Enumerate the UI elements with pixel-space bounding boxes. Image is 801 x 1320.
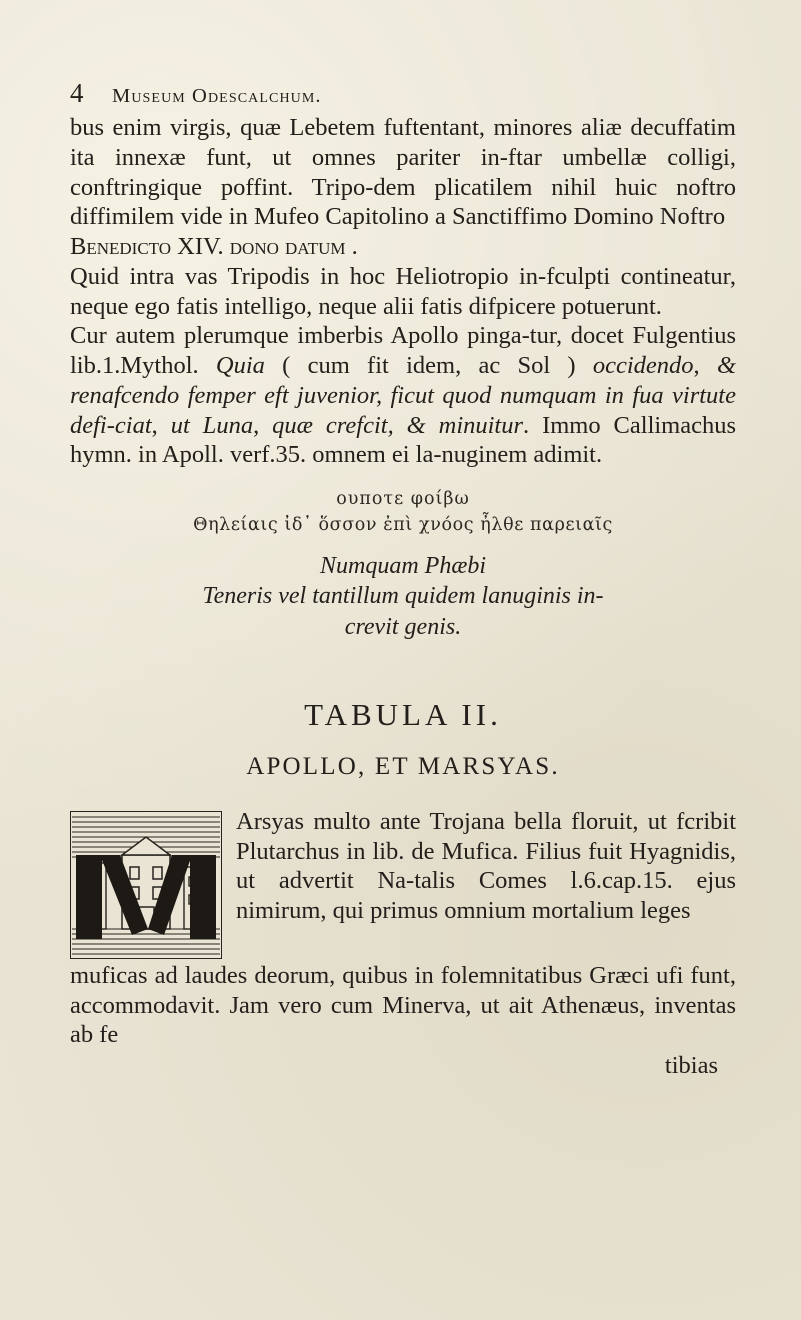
catchword: tibias <box>664 1052 718 1080</box>
latin-verse-translation <box>70 551 736 643</box>
plate-label: TABULA II. <box>304 696 502 732</box>
p3-quae-crefcit: quæ crefcit, & minuitur <box>272 411 524 439</box>
p3-part-f: . Immo Callimachus hymn. in Apoll. verf.35. omnem ei la-nuginem adimit. <box>70 411 737 469</box>
p3-part-a: Cur autem plerumque imberbis Apollo pinga-tur, docet Fulgentius lib.1.Mythol. <box>70 322 736 380</box>
p3-part-d: , <box>151 411 171 439</box>
plate-subject: APOLLO, ET MARSYAS. <box>246 752 560 780</box>
illustrated-initial-block <box>70 807 736 1080</box>
p3-occidendo: occidendo <box>592 352 694 380</box>
paragraph-2: Quid intra vas Tripodis in hoc Heliotropio in-fculpti contineatur, neque ego fatis intelligo, neque alii fatis difpicere potuerunt. <box>70 262 736 320</box>
decorated-initial-M-woodcut <box>70 811 222 959</box>
running-title: Museum Odescalchum. <box>112 85 322 107</box>
p3-part-c: , <box>693 352 717 380</box>
plate-paragraph-2: muficas ad laudes deorum, quibus in folemnitatibus Græci ufi funt, accommodavit. Jam vero cum Minerva, ut ait Athenæus, inventas ab fe <box>70 961 736 1049</box>
benedictus-line: Benedicto XIV. dono datum . <box>70 233 358 261</box>
body-text-block <box>70 113 736 470</box>
verse-line-2: Teneris vel tantillum quidem lanuginis in- <box>202 583 604 610</box>
p3-renafcendo: & renafcendo femper eft juvenior, ficut quod numquam in fua virtute defi-ciat <box>70 352 736 439</box>
p3-part-b: ( cum fit idem, ac Sol ) <box>264 352 593 380</box>
running-head <box>70 78 736 109</box>
woodcut-illustration <box>70 811 222 959</box>
plate-paragraph-1: Arsyas multo ante Trojana bella floruit, ut fcribit Plutarchus in lib. de Mufica. Filius fuit Hyagnidis, ut advertit Na-talis Comes l.6.cap.15. ejus nimirum, qui primus omnium mortalium leges <box>236 807 736 925</box>
page-content <box>70 78 736 1080</box>
paragraph-3 <box>70 321 736 470</box>
greek-line-2: Θηλείαις ἰδ᾽ ὅσσον ἐπὶ χνόος ἦλθε παρειαῖς <box>193 515 613 536</box>
folio-number: 4 <box>70 78 84 108</box>
verse-line-1: Numquam Phæbi <box>319 552 486 579</box>
paragraph-1: bus enim virgis, quæ Lebetem fuftentant, minores aliæ decuffatim ita innexæ funt, ut omnes pariter in-ftar umbellæ colligi, conftringique poffint. Tripo-dem plicatilem nihil huic noftro diffimilem vide in Mufeo Capitolino a Sanctiffimo Domino Noftro <box>70 114 736 231</box>
p3-quia: Quia <box>215 352 265 380</box>
greek-line-1: ουποτε φοίβω <box>336 489 470 510</box>
verse-line-3: crevit genis. <box>344 614 462 641</box>
paragraph-benedictus <box>70 232 736 262</box>
greek-quotation <box>70 486 736 539</box>
p3-part-e: , <box>253 411 273 439</box>
p3-ut-luna: ut Luna <box>170 411 254 439</box>
